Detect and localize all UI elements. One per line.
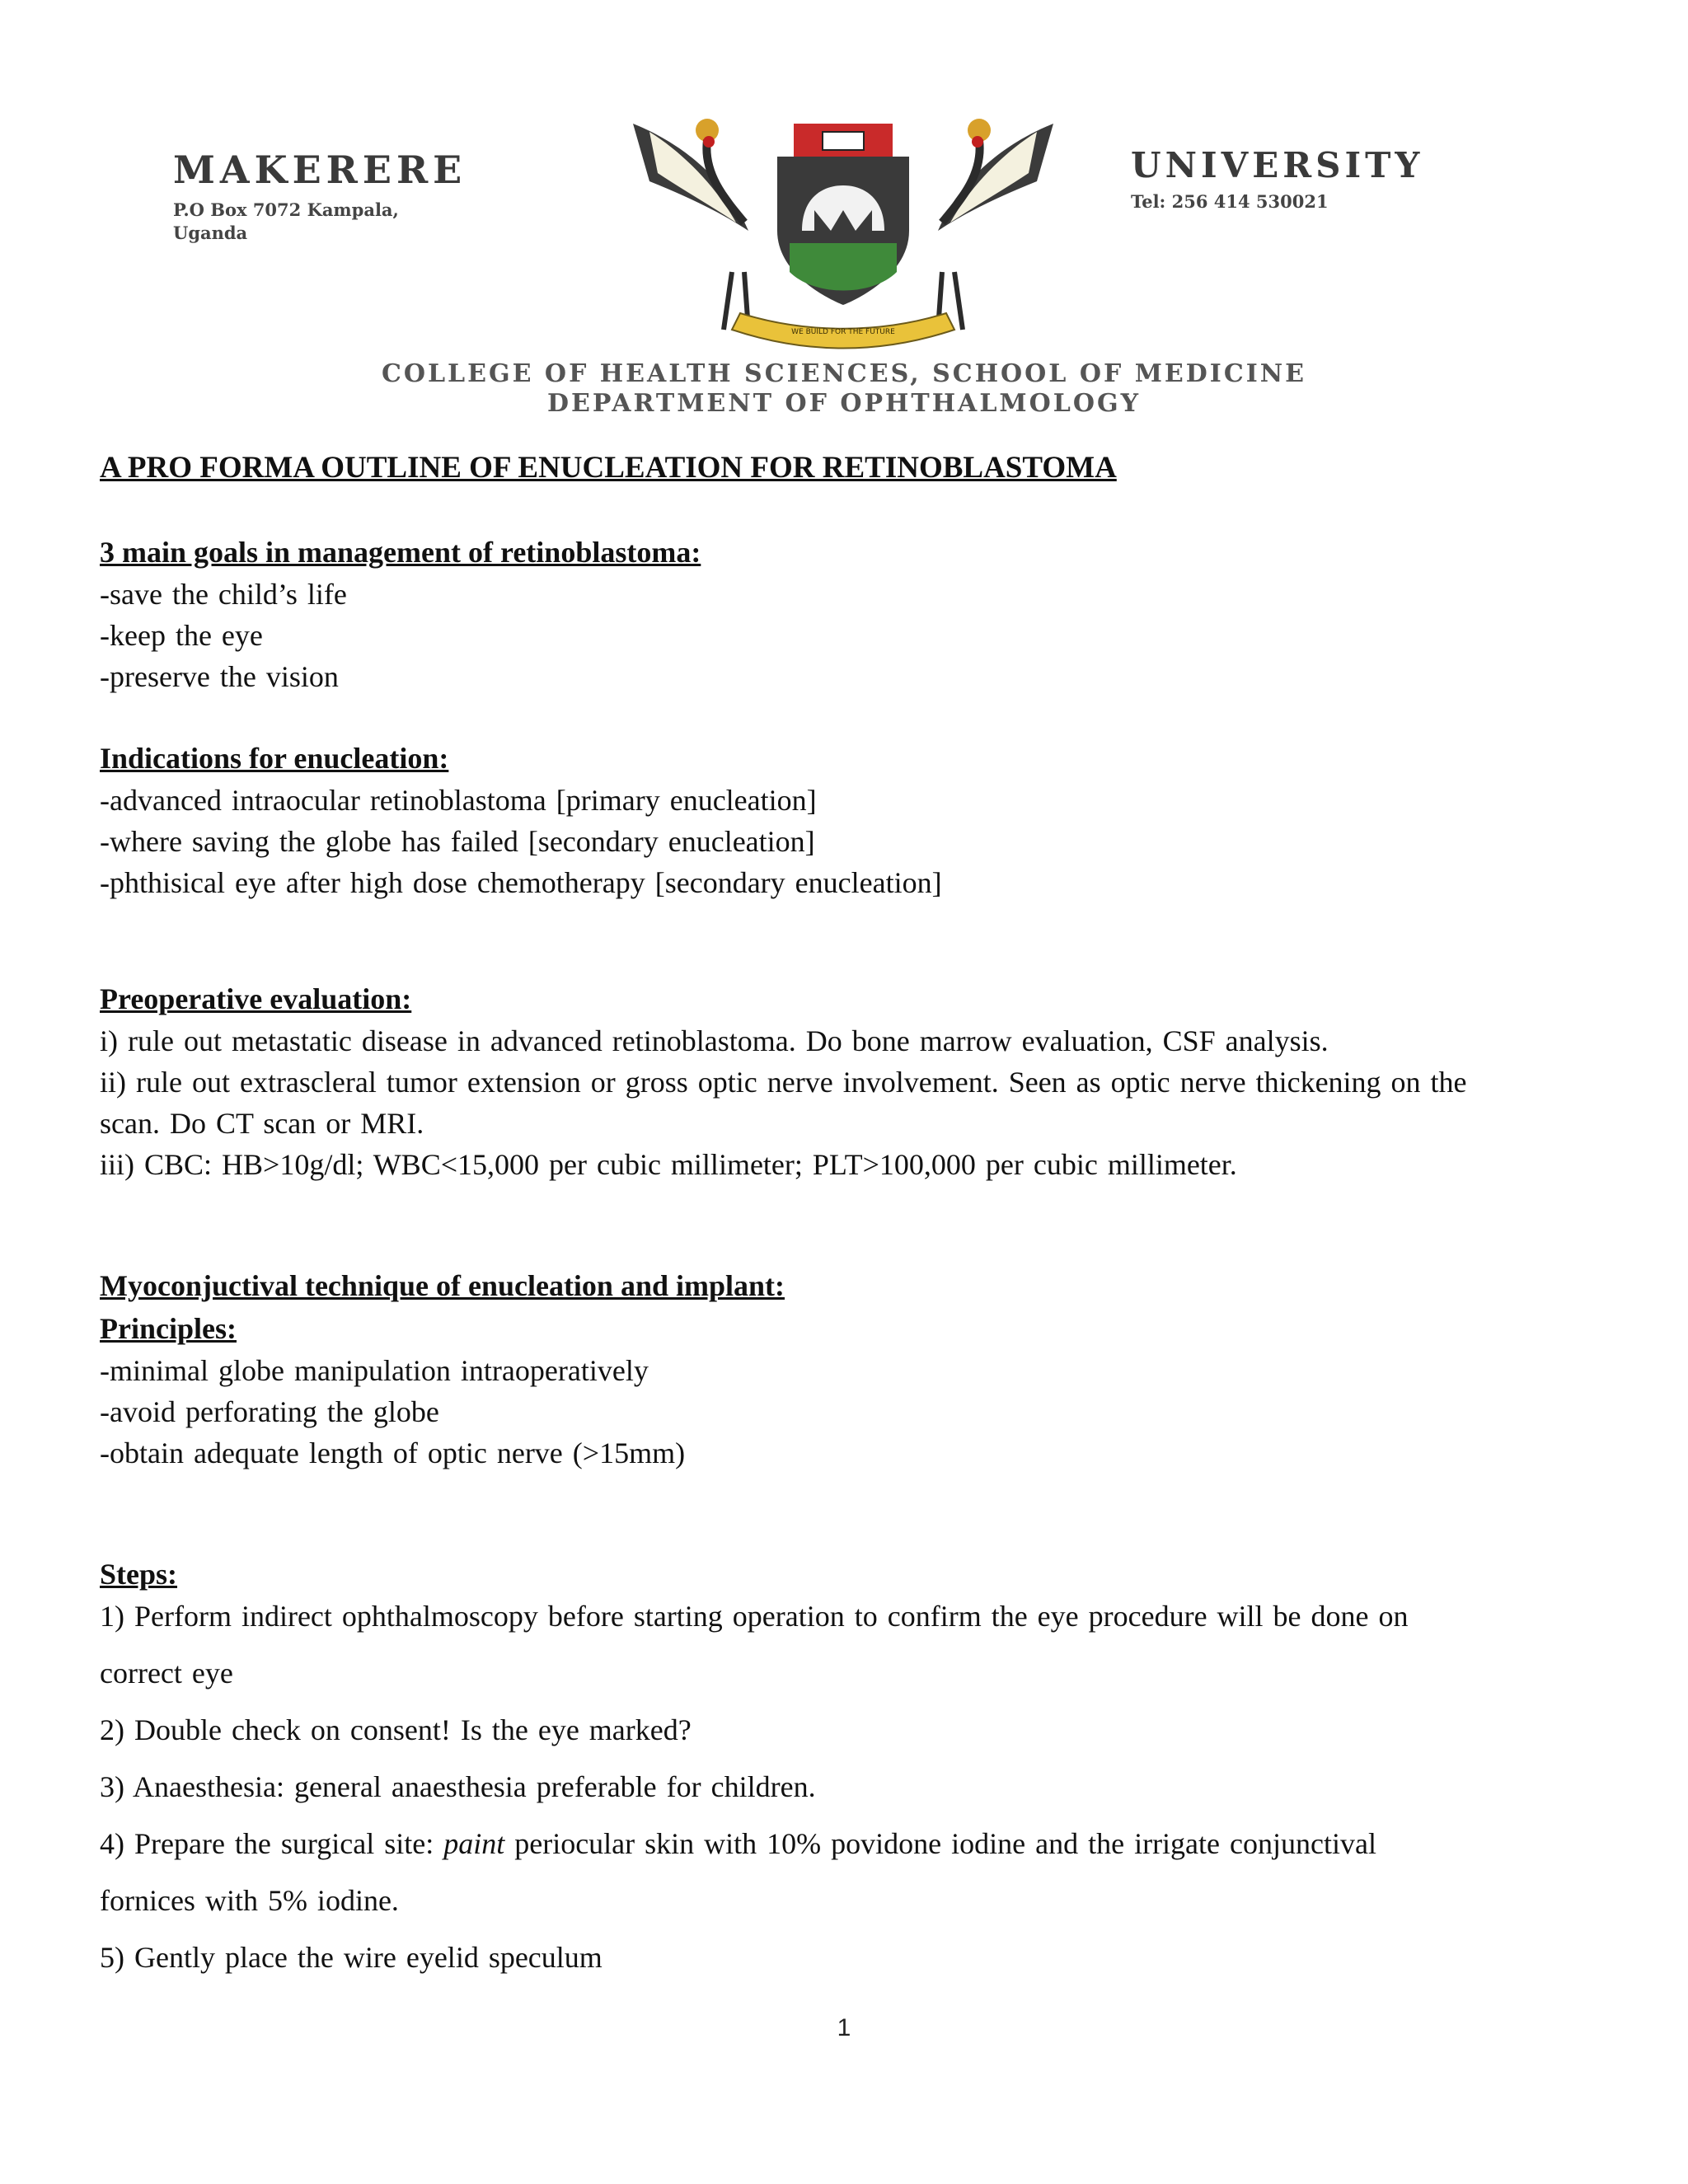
postal-address: [173, 199, 467, 245]
preoperative-section: [100, 977, 1583, 1185]
indications-section: [100, 737, 1583, 903]
indications-heading: Indications for enucleation:: [100, 742, 449, 775]
university-name-right: UNIVERSITY: [1131, 145, 1424, 185]
step-1-line-1: 1) Perform indirect ophthalmoscopy before starting operation to confirm the eye procedure will be done on: [100, 1600, 1409, 1633]
step-4-prefix: 4) Prepare the surgical site:: [100, 1827, 444, 1860]
letterhead-right: [1131, 145, 1424, 212]
college-department-header: [0, 359, 1688, 419]
shield-icon: [777, 124, 909, 305]
list-item: -avoid perforating the globe: [100, 1395, 439, 1428]
step-1: [100, 1596, 1583, 1694]
address-line-1: P.O Box 7072 Kampala,: [173, 199, 399, 220]
list-item: ii) rule out extrascleral tumor extension or gross optic nerve involvement. Seen as optic nerve thickening on the: [100, 1066, 1467, 1099]
step-5: 5) Gently place the wire eyelid speculum: [100, 1941, 603, 1974]
list-item: -phthisical eye after high dose chemotherapy [secondary enucleation]: [100, 866, 942, 899]
step-4: [100, 1823, 1583, 1921]
list-item: scan. Do CT scan or MRI.: [100, 1107, 424, 1140]
step-4-line-1: [100, 1823, 1583, 1864]
left-crane-icon: [633, 119, 748, 330]
letterhead-left: [173, 148, 467, 245]
step-4-italic: paint: [443, 1827, 505, 1860]
step-4-rest: periocular skin with 10% povidone iodine and the irrigate conjunctival: [504, 1827, 1376, 1860]
list-item: i) rule out metastatic disease in advanced retinoblastoma. Do bone marrow evaluation, CSF analysis.: [100, 1024, 1329, 1057]
list-item: -minimal globe manipulation intraoperatively: [100, 1354, 649, 1387]
list-item: iii) CBC: HB>10g/dl; WBC<15,000 per cubic millimeter; PLT>100,000 per cubic millimeter.: [100, 1148, 1237, 1181]
list-item: -where saving the globe has failed [secondary enucleation]: [100, 825, 815, 858]
crest-motto: WE BUILD FOR THE FUTURE: [791, 328, 895, 336]
document-body: [100, 445, 1583, 1994]
page-number: 1: [837, 2014, 851, 2041]
step-1-line-2: correct eye: [100, 1657, 233, 1690]
preoperative-heading: Preoperative evaluation:: [100, 982, 412, 1015]
address-line-2: Uganda: [173, 223, 248, 243]
department-line: DEPARTMENT OF OPHTHALMOLOGY: [546, 389, 1142, 418]
steps-heading: Steps:: [100, 1558, 178, 1591]
goals-section: [100, 531, 1583, 697]
step-3: 3) Anaesthesia: general anaesthesia preferable for children.: [100, 1770, 816, 1803]
principles-heading: Principles:: [100, 1312, 237, 1345]
step-4-line-2: fornices with 5% iodine.: [100, 1884, 399, 1917]
list-item: -obtain adequate length of optic nerve (>15mm): [100, 1436, 686, 1469]
technique-heading: Myoconjuctival technique of enucleation and implant:: [100, 1269, 785, 1302]
list-item: -preserve the vision: [100, 660, 339, 693]
document-title: A PRO FORMA OUTLINE OF ENUCLEATION FOR RETINOBLASTOMA: [100, 451, 1117, 485]
university-crest-logo: [600, 107, 1086, 354]
list-item: -advanced intraocular retinoblastoma [primary enucleation]: [100, 784, 817, 817]
telephone: Tel: 256 414 530021: [1131, 191, 1329, 212]
goals-heading: 3 main goals in management of retinoblastoma:: [100, 536, 701, 569]
step-2: 2) Double check on consent! Is the eye marked?: [100, 1713, 692, 1746]
steps-section: [100, 1553, 1583, 1978]
university-name-left: MAKERERE: [173, 148, 467, 192]
list-item: -save the child’s life: [100, 578, 347, 611]
right-crane-icon: [938, 119, 1053, 330]
list-item: -keep the eye: [100, 619, 263, 652]
college-line: COLLEGE OF HEALTH SCIENCES, SCHOOL OF MEDICINE: [381, 359, 1307, 388]
technique-section: [100, 1264, 1583, 1474]
